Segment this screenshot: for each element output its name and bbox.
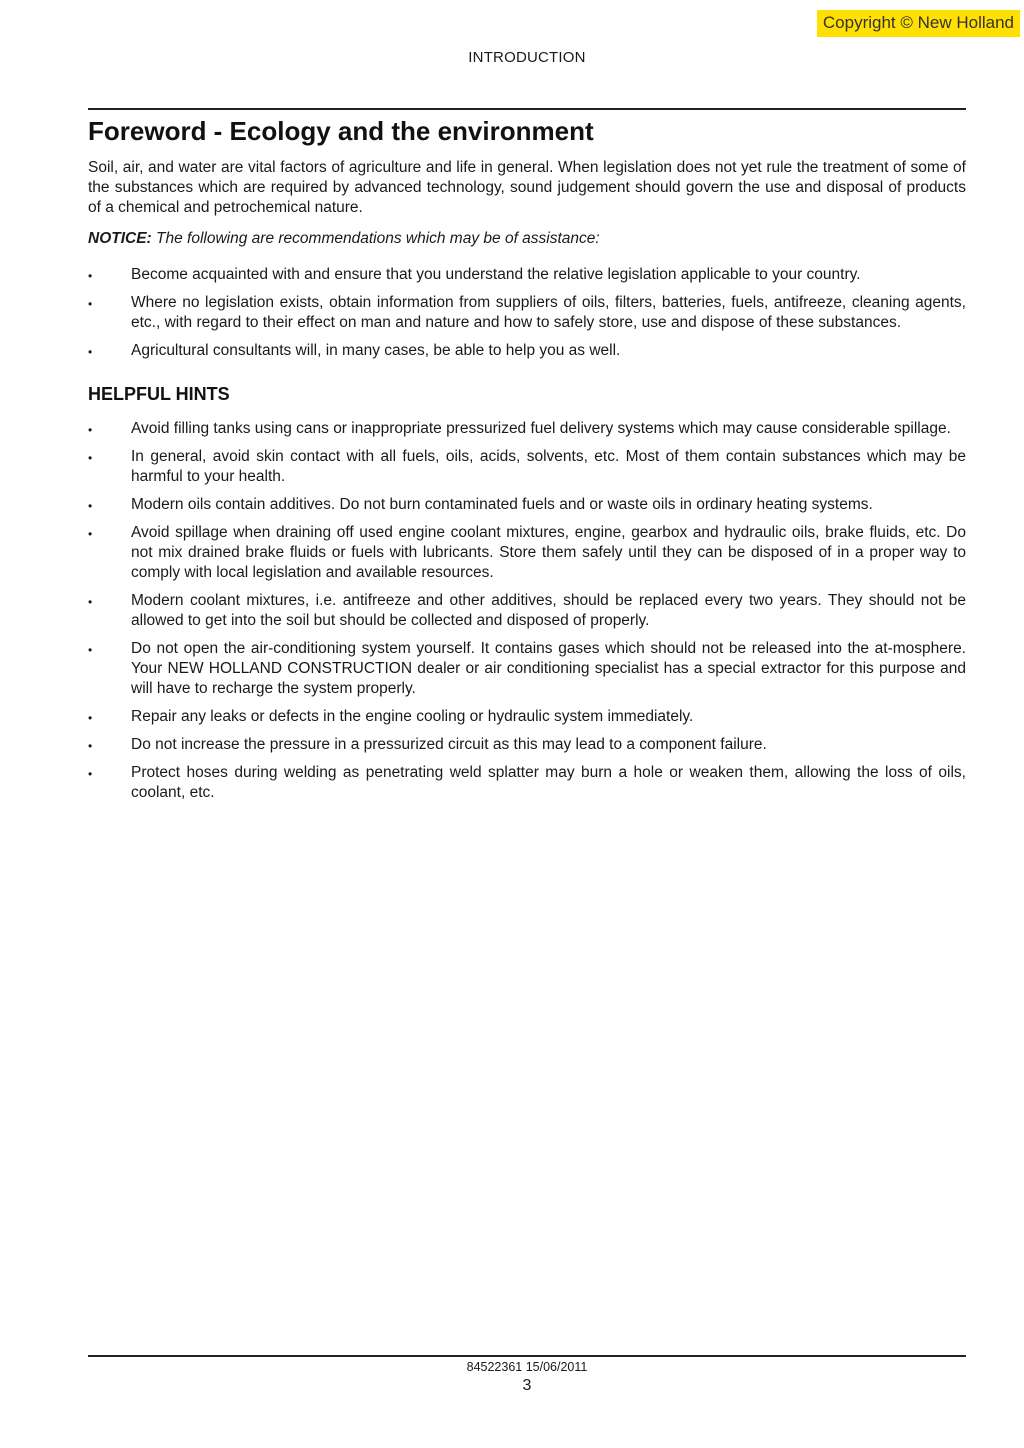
bullet-icon: • xyxy=(88,739,93,753)
list-item-text: Modern oils contain additives. Do not burn contaminated fuels and or waste oils in ordinary heating systems. xyxy=(131,496,873,513)
footer-doc-id: 84522361 15/06/2011 xyxy=(466,1360,588,1374)
list-item xyxy=(88,265,966,285)
list-item xyxy=(88,735,966,755)
list-item-text: Where no legislation exists, obtain information from suppliers of oils, filters, batteries, fuels, antifreeze, cleaning agents, etc., with regard to their effect on man and nature and how to safely store, use and dispose of these substances. xyxy=(131,294,966,331)
list-item-text: In general, avoid skin contact with all fuels, oils, acids, solvents, etc. Most of them contain substances which may be harmful to your health. xyxy=(131,448,966,485)
bullet-icon: • xyxy=(88,269,93,283)
bullet-icon: • xyxy=(88,499,93,513)
notice-text: The following are recommendations which may be of assistance: xyxy=(156,230,600,247)
list-item-text: Repair any leaks or defects in the engine cooling or hydraulic system immediately. xyxy=(131,708,694,725)
section-header: INTRODUCTION xyxy=(468,49,586,66)
bullet-icon: • xyxy=(88,643,93,657)
list-item-text: Avoid filling tanks using cans or inappropriate pressurized fuel delivery systems which may cause considerable spillage. xyxy=(131,420,951,437)
page-title: Foreword - Ecology and the environment xyxy=(88,116,594,146)
list-item-text: Agricultural consultants will, in many cases, be able to help you as well. xyxy=(131,342,621,359)
list-item xyxy=(88,419,966,439)
bottom-divider xyxy=(88,1355,966,1357)
bullet-icon: • xyxy=(88,595,93,609)
list-item xyxy=(88,447,966,487)
list-item xyxy=(88,707,966,727)
notice-label: NOTICE: xyxy=(88,230,152,247)
bullet-icon: • xyxy=(88,423,93,437)
section-heading: HELPFUL HINTS xyxy=(88,384,230,404)
bullet-icon: • xyxy=(88,345,93,359)
recommendations-list xyxy=(88,265,966,361)
list-item-text: Do not increase the pressure in a pressurized circuit as this may lead to a component failure. xyxy=(131,736,767,753)
list-item xyxy=(88,495,966,515)
list-item xyxy=(88,523,966,583)
bullet-icon: • xyxy=(88,711,93,725)
bullet-icon: • xyxy=(88,527,93,541)
top-divider xyxy=(88,108,966,110)
page-number: 3 xyxy=(522,1377,532,1394)
list-item-text: Become acquainted with and ensure that you understand the relative legislation applicable to your country. xyxy=(131,266,861,283)
copyright-badge: Copyright © New Holland xyxy=(817,10,1020,37)
list-item-text: Do not open the air-conditioning system yourself. It contains gases which should not be released into the at-mosphere. Your NEW HOLLAND CONSTRUCTION dealer or air conditioning specialist has a special extractor for this purpose and will have to recharge the system properly. xyxy=(131,640,966,697)
list-item xyxy=(88,591,966,631)
list-item xyxy=(88,341,966,361)
list-item xyxy=(88,293,966,333)
list-item-text: Protect hoses during welding as penetrating weld splatter may burn a hole or weaken them, allowing the loss of oils, coolant, etc. xyxy=(131,764,966,801)
notice-paragraph xyxy=(88,229,966,249)
bullet-icon: • xyxy=(88,451,93,465)
intro-paragraph: Soil, air, and water are vital factors of agriculture and life in general. When legislation does not yet rule the treatment of some of the substances which are required by advanced technology, sound judgement should govern the use and disposal of products of a chemical and petrochemical nature. xyxy=(88,159,966,216)
main-content xyxy=(88,114,966,811)
list-item-text: Modern coolant mixtures, i.e. antifreeze and other additives, should be replaced every two years. They should not be allowed to get into the soil but should be collected and disposed of properly. xyxy=(131,592,966,629)
list-item xyxy=(88,763,966,803)
bullet-icon: • xyxy=(88,767,93,781)
bullet-icon: • xyxy=(88,297,93,311)
list-item xyxy=(88,639,966,699)
hints-list xyxy=(88,419,966,803)
list-item-text: Avoid spillage when draining off used engine coolant mixtures, engine, gearbox and hydraulic oils, brake fluids, etc. Do not mix drained brake fluids or fuels with lubricants. Store them safely until they can be disposed of in a proper way to comply with local legislation and available resources. xyxy=(131,524,966,581)
